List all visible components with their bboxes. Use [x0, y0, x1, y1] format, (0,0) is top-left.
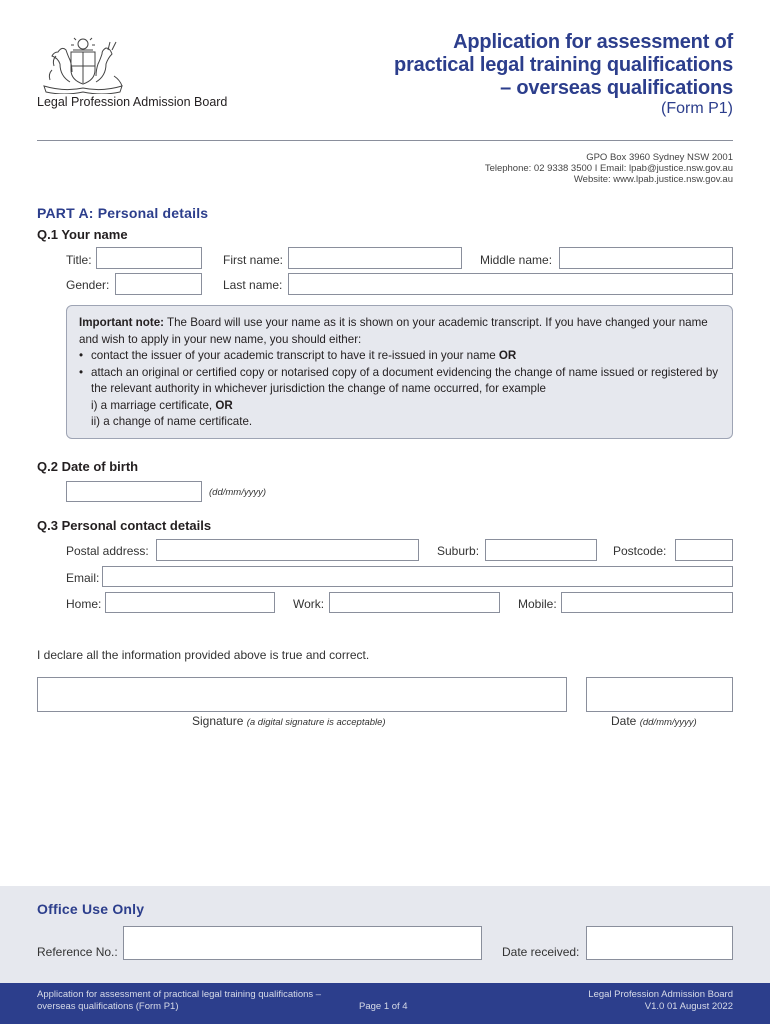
- gender-label: Gender:: [66, 278, 110, 292]
- title-label: Title:: [66, 253, 92, 267]
- middle-name-label: Middle name:: [480, 253, 553, 267]
- middle-name-field[interactable]: [559, 247, 733, 269]
- postal-address-field[interactable]: [156, 539, 419, 561]
- postcode-label: Postcode:: [613, 544, 667, 558]
- page-number: Page 1 of 4: [359, 1001, 408, 1012]
- mobile-field[interactable]: [561, 592, 733, 613]
- date-of-birth-field[interactable]: [66, 481, 202, 502]
- home-phone-label: Home:: [66, 597, 102, 611]
- note-sub-i: i) a marriage certificate, OR: [91, 398, 233, 412]
- footer-form-title-1: Application for assessment of practical legal training qualifications –: [37, 989, 322, 1000]
- reference-no-label: Reference No.:: [37, 945, 118, 959]
- date-received-field[interactable]: [586, 926, 733, 960]
- work-phone-field[interactable]: [329, 592, 500, 613]
- telephone-email: Telephone: 02 9338 3500 I Email: lpab@justice.nsw.gov.au: [484, 163, 733, 174]
- title-field[interactable]: [96, 247, 202, 269]
- reference-no-field[interactable]: [123, 926, 482, 960]
- form-title-line-1: Application for assessment of: [453, 31, 733, 53]
- declaration-date-label: Date (dd/mm/yyyy): [611, 714, 697, 728]
- website: Website: www.lpab.justice.nsw.gov.au: [573, 174, 733, 185]
- suburb-label: Suburb:: [437, 544, 480, 558]
- footer-version: V1.0 01 August 2022: [644, 1001, 733, 1012]
- note-bullet-2: • attach an original or certified copy or notarised copy of a document evidencing the change of name issued or registered by the relevant authority in whichever jurisdiction the change of name occurred, for example: [91, 365, 722, 398]
- declaration-date-field[interactable]: [586, 677, 733, 712]
- signature-label: Signature (a digital signature is acceptable): [192, 714, 386, 728]
- office-use-heading: Office Use Only: [37, 901, 145, 917]
- first-name-field[interactable]: [288, 247, 462, 269]
- form-title-line-2: practical legal training qualifications: [394, 54, 733, 76]
- note-bullet-1: • contact the issuer of your academic transcript to have it re-issued in your name OR: [91, 348, 722, 365]
- work-phone-label: Work:: [293, 597, 325, 611]
- home-phone-field[interactable]: [105, 592, 275, 613]
- office-use-section: [0, 886, 770, 983]
- nsw-crest-logo: [38, 36, 128, 94]
- declaration-text: I declare all the information provided above is true and correct.: [37, 648, 370, 662]
- footer-form-title-2: overseas qualifications (Form P1): [37, 1001, 179, 1012]
- dob-format-hint: (dd/mm/yyyy): [209, 487, 266, 498]
- part-a-heading: PART A: Personal details: [37, 205, 209, 221]
- note-sub-ii: ii) a change of name certificate.: [91, 415, 253, 428]
- email-label: Email:: [66, 571, 100, 585]
- postal-address-label: Postal address:: [66, 544, 149, 558]
- q3-heading: Q.3 Personal contact details: [37, 518, 212, 533]
- org-name: Legal Profession Admission Board: [37, 95, 228, 109]
- postal-address: GPO Box 3960 Sydney NSW 2001: [586, 152, 733, 163]
- last-name-field[interactable]: [288, 273, 733, 295]
- suburb-field[interactable]: [485, 539, 597, 561]
- page-footer: [0, 983, 770, 1024]
- last-name-label: Last name:: [223, 278, 283, 292]
- email-field[interactable]: [102, 566, 733, 587]
- postcode-field[interactable]: [675, 539, 733, 561]
- header-divider: [37, 140, 733, 141]
- mobile-label: Mobile:: [518, 597, 557, 611]
- important-note-box: [66, 305, 733, 439]
- q2-heading: Q.2 Date of birth: [37, 459, 139, 474]
- form-code: (Form P1): [661, 100, 733, 117]
- date-received-label: Date received:: [502, 945, 580, 959]
- footer-board-name: Legal Profession Admission Board: [588, 989, 733, 1000]
- gender-field[interactable]: [115, 273, 202, 295]
- note-intro: Important note: The Board will use your name as it is shown on your academic transcript. If you have changed your name and wish to apply in your new name, you should either:: [79, 316, 708, 346]
- q1-heading: Q.1 Your name: [37, 227, 128, 242]
- form-title-line-3: – overseas qualifications: [500, 77, 733, 99]
- signature-field[interactable]: [37, 677, 567, 712]
- first-name-label: First name:: [223, 253, 284, 267]
